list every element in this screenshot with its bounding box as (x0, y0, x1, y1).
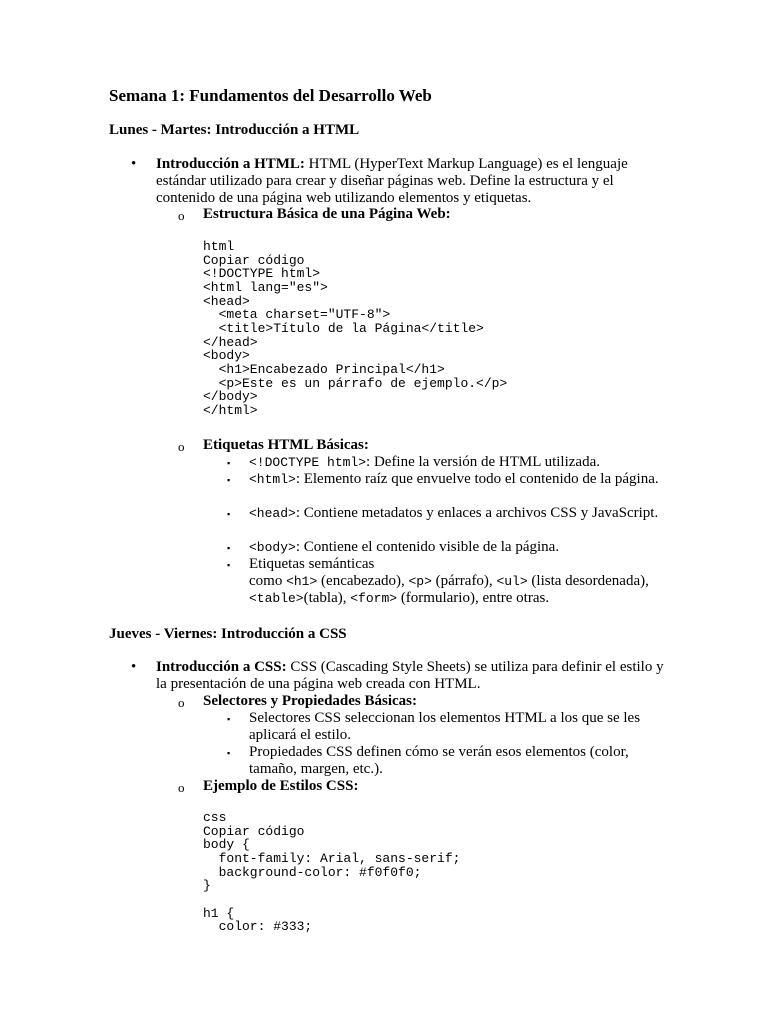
tag-item-semanticas (249, 556, 659, 607)
tag-description: : Contiene el contenido visible de la página. (295, 539, 560, 555)
section-heading-html: Lunes - Martes: Introducción a HTML (109, 122, 360, 138)
css-intro-label: Introducción a CSS: (156, 659, 287, 675)
estructura-basica-title: Estructura Básica de una Página Web: (203, 206, 451, 222)
tag-code: <head> (249, 506, 296, 521)
tag-item-html (249, 471, 659, 488)
tag-description: : Contiene metadatos y enlaces a archivos CSS y JavaScript. (295, 505, 659, 521)
tag-description: : Define la versión de HTML utilizada. (366, 454, 600, 470)
tag-item-doctype (249, 454, 659, 471)
square-bullet: ▪ (227, 458, 231, 468)
section-heading-css: Jueves - Viernes: Introducción a CSS (109, 626, 347, 642)
circle-bullet: o (178, 439, 185, 454)
tag-code: <table> (249, 591, 304, 606)
tag-code: <!DOCTYPE html> (249, 455, 367, 470)
selectores-title: Selectores y Propiedades Básicas: (203, 693, 418, 709)
square-bullet: ▪ (227, 560, 231, 570)
square-bullet: ▪ (227, 509, 231, 519)
selectores-item: Propiedades CSS definen cómo se verán esos elementos (color, tamaño, margen, etc.). (249, 744, 629, 777)
disc-bullet: • (131, 156, 137, 172)
html-code-block: html Copiar código <!DOCTYPE html> <html lang="es"> <head> <meta charset="UTF-8"> <title>Título de la Página</title> </head> <body> <h1>Encabezado Principal</h1> <p>Este es un párrafo de ejemplo.</p> </body> </html> (203, 239, 508, 418)
semanticas-text: (tabla), (303, 590, 351, 606)
tag-code: <p> (408, 574, 432, 589)
selectores-item: Selectores CSS seleccionan los elementos HTML a los que se les aplicará el estilo. (249, 710, 641, 743)
tag-code: <h1> (286, 574, 318, 589)
html-intro-text: HTML (HyperText Markup Language) es el lenguaje estándar utilizado para crear y diseñar páginas web. Define la estructura y el contenido de una página web utilizando elementos y etiquetas. (156, 156, 628, 206)
semanticas-title: Etiquetas semánticas (249, 556, 375, 572)
semanticas-text: como (249, 573, 287, 589)
square-bullet: ▪ (227, 475, 231, 485)
html-intro-paragraph (156, 156, 666, 207)
tag-code: <form> (350, 591, 398, 606)
square-bullet: ▪ (227, 748, 231, 758)
circle-bullet: o (178, 695, 185, 710)
css-code-block: css Copiar código body { font-family: Arial, sans-serif; background-color: #f0f0f0; } h1 { color: #333; (203, 810, 461, 935)
tag-item-head (249, 505, 659, 522)
ejemplo-css-title: Ejemplo de Estilos CSS: (203, 778, 359, 794)
html-intro-label: Introducción a HTML: (156, 156, 305, 172)
page-title: Semana 1: Fundamentos del Desarrollo Web (109, 86, 432, 105)
disc-bullet: • (131, 659, 137, 675)
etiquetas-basicas-title: Etiquetas HTML Básicas: (203, 437, 369, 453)
tag-description: : Elemento raíz que envuelve todo el contenido de la página. (295, 471, 659, 487)
semanticas-text: (encabezado), (317, 573, 409, 589)
semanticas-text: (párrafo), (431, 573, 497, 589)
semanticas-text: (lista desordenada), (527, 573, 649, 589)
circle-bullet: o (178, 780, 185, 795)
circle-bullet: o (178, 208, 185, 223)
css-intro-text: CSS (Cascading Style Sheets) se utiliza para definir el estilo y la presentación de una página web creada con HTML. (156, 659, 664, 692)
semanticas-text: (formulario), entre otras. (397, 590, 550, 606)
square-bullet: ▪ (227, 543, 231, 553)
tag-code: <body> (249, 540, 296, 555)
square-bullet: ▪ (227, 714, 231, 724)
tag-item-body (249, 539, 659, 556)
tag-code: <html> (249, 472, 296, 487)
css-intro-paragraph (156, 659, 666, 693)
tag-code: <ul> (496, 574, 528, 589)
